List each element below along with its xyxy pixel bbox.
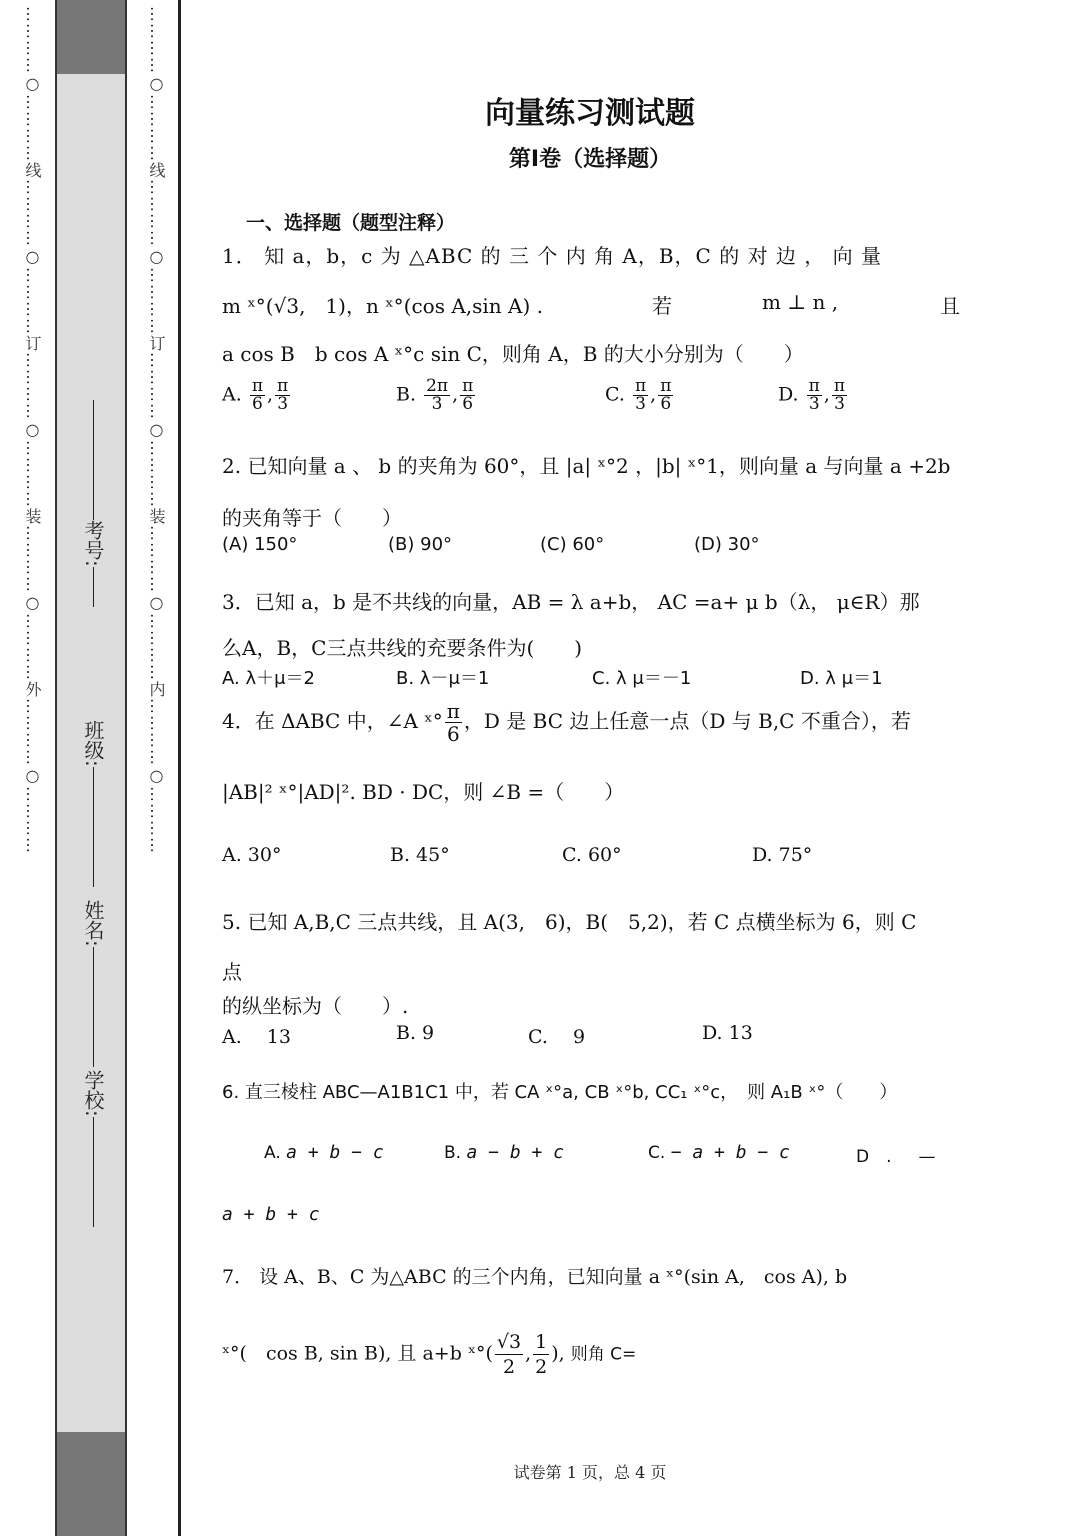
q5-option-d[interactable]: D. 13: [702, 1022, 753, 1044]
q5-option-a[interactable]: A. 13: [222, 1026, 291, 1048]
q2-line2: 的夹角等于（ ）: [222, 506, 402, 530]
q4-option-c[interactable]: C. 60°: [562, 844, 622, 866]
q6-option-d[interactable]: D . —: [856, 1147, 936, 1167]
field-school[interactable]: 学校:: [72, 1070, 108, 1227]
q2-option-d[interactable]: (D) 30°: [694, 534, 760, 555]
q1-option-b[interactable]: B. $\frac{2\pi}{3}$ , $\frac{\pi}{6}$: [396, 376, 474, 414]
q3-option-b[interactable]: B. λ－μ＝1: [396, 668, 490, 689]
q6-option-c[interactable]: C. − a + b − c: [648, 1142, 790, 1163]
q5-line3: 的纵坐标为（ ）.: [222, 994, 409, 1018]
q1-line1: 1． 知 a，b，c 为 △ABC 的 三 个 内 角 A，B，C 的 对 边 ， 向 量: [222, 244, 883, 268]
inner-seal-text: …………○…………线…………○…………订…………○…………装…………○…………内…………○…………: [147, 6, 166, 854]
q6-option-a[interactable]: A. a + b − c: [264, 1142, 384, 1163]
q1-line2-if: 若: [652, 294, 672, 318]
q1-option-d[interactable]: D. $\frac{\pi}{3}$ , $\frac{\pi}{3}$: [778, 376, 846, 414]
q4-line1: 4．在 ΔABC 中，∠A ˣ° $\frac{\pi}{6}$ ，D 是 BC 边上任意一点（D 与 B,C 不重合），若: [222, 699, 911, 746]
outer-seal-text: …………○…………线…………○…………订…………○…………装…………○…………外…………○…………: [23, 6, 42, 854]
q1-line3: a cos B b cos A ˣ°c sin C，则角 A，B 的大小分别为（ ）: [222, 342, 804, 366]
section-heading: 一、选择题（题型注释）: [246, 212, 456, 234]
q5-option-b[interactable]: B. 9: [396, 1022, 435, 1044]
q5-line2: 点: [222, 960, 242, 984]
page-title: 向量练习测试题: [485, 96, 695, 131]
q6-option-b[interactable]: B. a − b + c: [444, 1142, 565, 1163]
q1-line2-perp: m ⊥ n ,: [762, 290, 839, 314]
q4-option-a[interactable]: A. 30°: [222, 844, 282, 866]
page-subtitle: 第Ⅰ卷（选择题）: [508, 147, 672, 172]
q1-option-c[interactable]: C. $\frac{\pi}{3}$ , $\frac{\pi}{6}$: [605, 376, 672, 414]
binding-band-top: [55, 0, 127, 74]
q2-option-c[interactable]: (C) 60°: [540, 534, 605, 555]
q2-option-a[interactable]: (A) 150°: [222, 534, 298, 555]
page-footer: 试卷第 1 页，总 4 页: [513, 1463, 667, 1482]
q1-line2-and: 且: [940, 294, 960, 318]
q3-option-c[interactable]: C. λ μ＝－1: [592, 668, 692, 689]
q5-option-c[interactable]: C. 9: [528, 1026, 586, 1048]
binding-inner-border: [178, 0, 181, 1536]
q4-option-d[interactable]: D. 75°: [752, 844, 813, 866]
q4-line2: |AB|² ˣ°|AD|². BD · DC，则 ∠B =（ ）: [222, 780, 625, 804]
q3-line1: 3．已知 a，b 是不共线的向量，AB = λ a+b， AC =a+ μ b（λ， μ∈R）那: [222, 590, 920, 614]
q3-option-a[interactable]: A. λ＋μ＝2: [222, 668, 315, 689]
q3-option-d[interactable]: D. λ μ＝1: [800, 668, 883, 689]
q6-line1: 6. 直三棱柱 ABC—A1B1C1 中，若 CA ˣ°a, CB ˣ°b, CC₁ ˣ°c， 则 A₁B ˣ°（ ）: [222, 1082, 898, 1103]
q6-line2: a + b + c: [222, 1204, 320, 1225]
q7-line2: ˣ°( cos B, sin B), 且 a+b ˣ°( $\frac{√3}{2}$ , $\frac{1}{2}$ ), 则角 C=: [222, 1331, 637, 1378]
outer-seal-line: [20, 0, 44, 1536]
q7-line1: 7． 设 A、B、C 为△ABC 的三个内角，已知向量 a ˣ°(sin A, cos A), b: [222, 1266, 848, 1288]
q2-option-b[interactable]: (B) 90°: [388, 534, 453, 555]
q4-option-b[interactable]: B. 45°: [390, 844, 450, 866]
field-name[interactable]: 姓名:: [72, 900, 108, 1067]
q3-line2: 么A，B，C三点共线的充要条件为( ): [222, 636, 583, 660]
q5-line1: 5. 已知 A,B,C 三点共线，且 A(3, 6)，B( 5,2)，若 C 点横坐标为 6，则 C: [222, 910, 917, 934]
q1-option-a[interactable]: A. $\frac{\pi}{6}$ , $\frac{\pi}{3}$: [222, 376, 289, 414]
field-exam-number[interactable]: 考号:: [72, 400, 108, 607]
q2-line1: 2. 已知向量 a 、 b 的夹角为 60°，且 |a| ˣ°2 ，|b| ˣ°1，则向量 a 与向量 a +2b: [222, 454, 951, 478]
inner-seal-line: [144, 0, 168, 1536]
q1-line2: m ˣ°(√3, 1)，n ˣ°(cos A,sin A) .: [222, 294, 543, 318]
binding-band-bottom: [55, 1432, 127, 1536]
field-class[interactable]: 班级:: [72, 720, 108, 887]
